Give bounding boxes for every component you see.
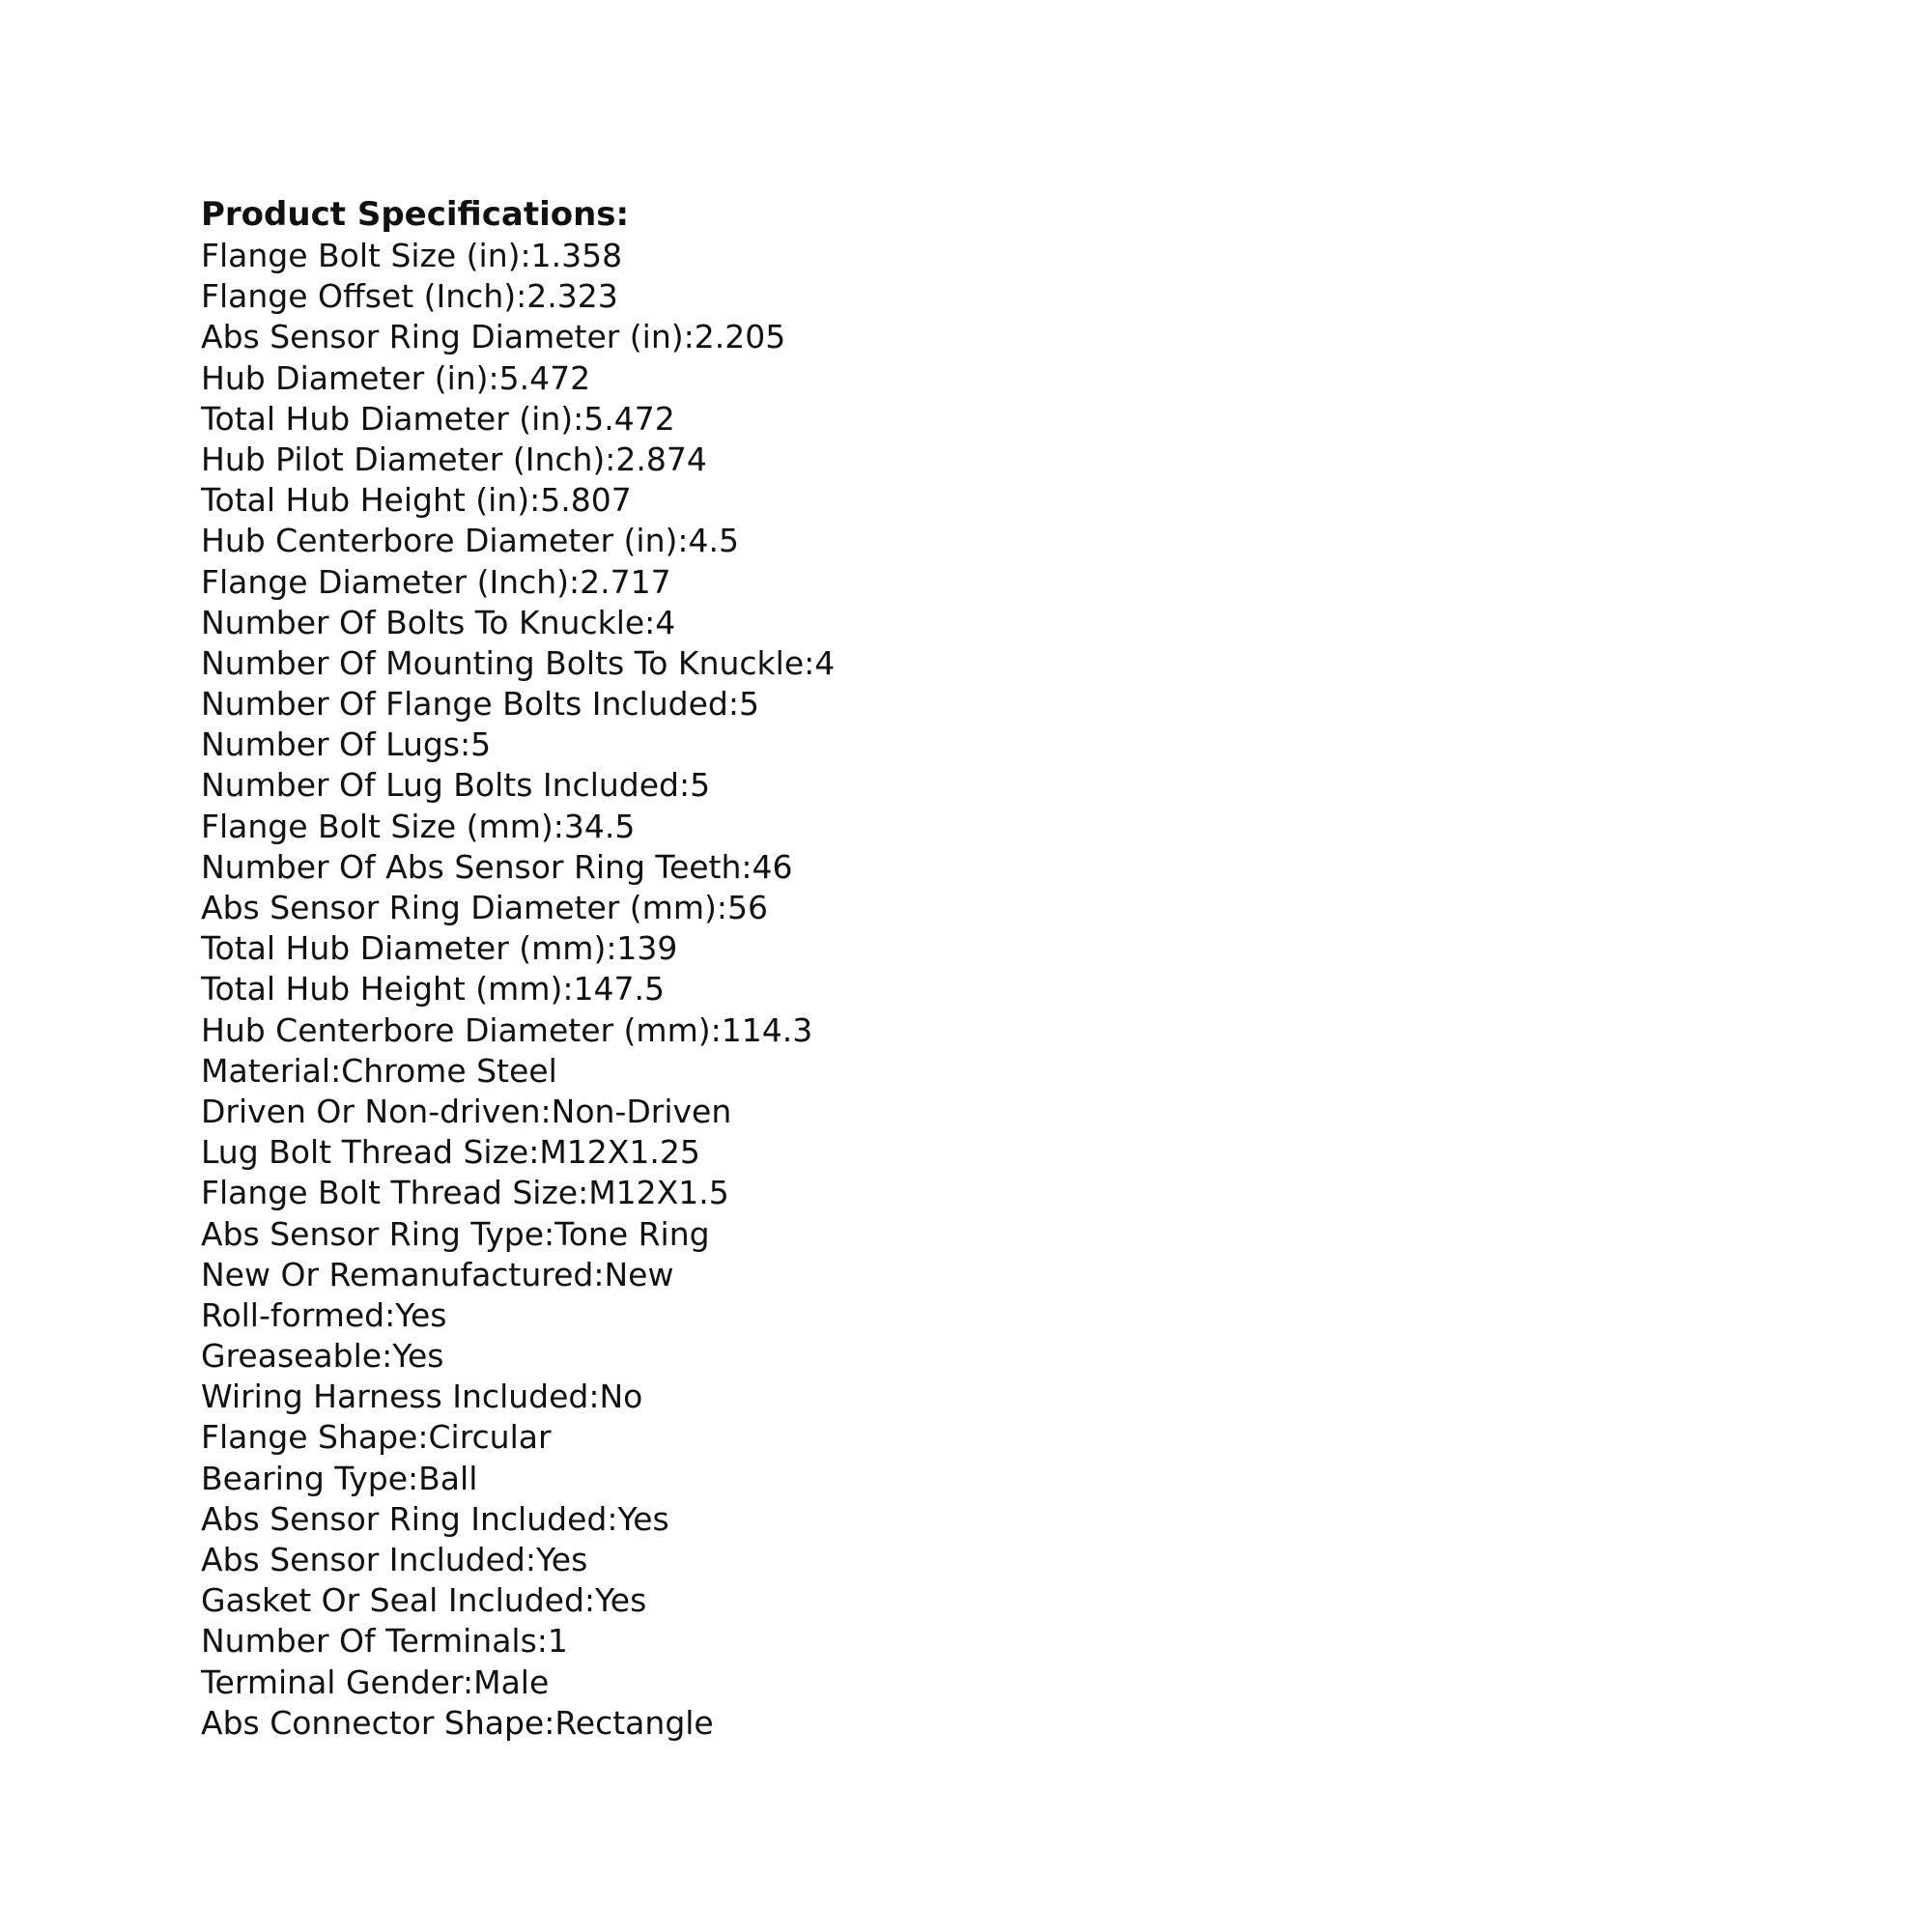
spec-line: Total Hub Diameter (in):5.472: [201, 399, 675, 438]
spec-line: Gasket Or Seal Included:Yes: [201, 1581, 647, 1620]
spec-line: Number Of Terminals:1: [201, 1622, 568, 1661]
spec-line: New Or Remanufactured:New: [201, 1255, 674, 1293]
spec-line: Greaseable:Yes: [201, 1337, 444, 1376]
spec-line: Number Of Mounting Bolts To Knuckle:4: [201, 643, 836, 682]
product-specifications: [201, 193, 1843, 1744]
spec-list: [201, 236, 1843, 1744]
spec-line: Number Of Abs Sensor Ring Teeth:46: [201, 847, 793, 886]
spec-line: Flange Offset (Inch):2.323: [201, 277, 618, 316]
spec-line: Flange Bolt Size (in):1.358: [201, 237, 623, 274]
spec-line: Number Of Lugs:5: [201, 725, 492, 764]
spec-line: Abs Connector Shape:Rectangle: [201, 1703, 714, 1742]
spec-line: Total Hub Height (mm):147.5: [201, 970, 665, 1009]
spec-line: Number Of Flange Bolts Included:5: [201, 685, 759, 724]
specs-title: Product Specifications:: [201, 195, 630, 234]
spec-line: Wiring Harness Included:No: [201, 1378, 643, 1416]
spec-line: Abs Sensor Included:Yes: [201, 1541, 588, 1578]
spec-line: Flange Shape:Circular: [201, 1418, 552, 1457]
spec-line: Bearing Type:Ball: [201, 1459, 478, 1497]
spec-line: Hub Diameter (in):5.472: [201, 358, 591, 397]
spec-line: Total Hub Diameter (mm):139: [201, 929, 678, 968]
spec-line: Abs Sensor Ring Type:Tone Ring: [201, 1214, 710, 1253]
spec-line: Abs Sensor Ring Diameter (in):2.205: [201, 318, 786, 356]
spec-line: Number Of Lug Bolts Included:5: [201, 766, 711, 805]
spec-line: Number Of Bolts To Knuckle:4: [201, 603, 676, 641]
spec-line: Flange Bolt Size (mm):34.5: [201, 807, 636, 845]
spec-line: Flange Diameter (Inch):2.717: [201, 562, 671, 601]
spec-line: Hub Centerbore Diameter (mm):114.3: [201, 1010, 813, 1049]
spec-line: Abs Sensor Ring Included:Yes: [201, 1499, 669, 1538]
spec-line: Terminal Gender:Male: [201, 1662, 550, 1701]
spec-line: Hub Centerbore Diameter (in):4.5: [201, 522, 739, 560]
spec-line: Total Hub Height (in):5.807: [201, 481, 632, 520]
spec-line: Lug Bolt Thread Size:M12X1.25: [201, 1133, 700, 1172]
spec-line: Roll-formed:Yes: [201, 1295, 447, 1334]
spec-line: Material:Chrome Steel: [201, 1051, 557, 1090]
spec-line: Hub Pilot Diameter (Inch):2.874: [201, 440, 707, 478]
spec-line: Driven Or Non-driven:Non-Driven: [201, 1092, 732, 1130]
spec-line: Flange Bolt Thread Size:M12X1.5: [201, 1174, 729, 1212]
spec-line: Abs Sensor Ring Diameter (mm):56: [201, 889, 768, 926]
